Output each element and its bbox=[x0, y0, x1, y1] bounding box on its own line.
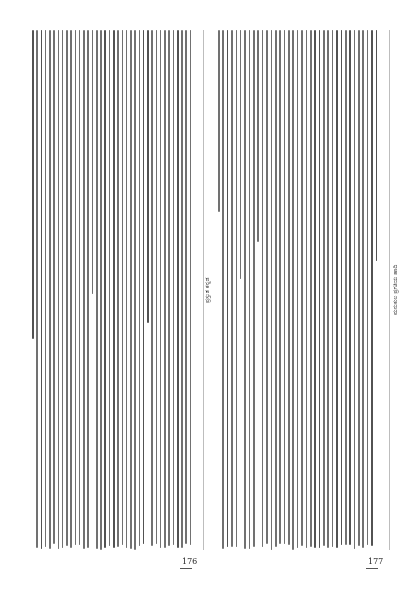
text-line bbox=[236, 30, 238, 547]
text-line bbox=[371, 30, 373, 546]
text-line bbox=[319, 30, 321, 548]
right-page-number: 177 bbox=[368, 557, 384, 566]
left-page-number: 176 bbox=[182, 557, 198, 566]
text-line bbox=[279, 30, 281, 544]
text-line bbox=[306, 30, 308, 548]
text-line bbox=[139, 30, 141, 546]
text-line bbox=[181, 30, 183, 548]
right-running-head: ಮನುಕುಲ ಪ್ರಗತಿಯ ಹಾದಿ bbox=[392, 264, 399, 316]
text-line bbox=[266, 30, 268, 544]
text-line bbox=[53, 30, 55, 544]
text-line bbox=[222, 30, 224, 549]
text-line bbox=[262, 30, 264, 547]
text-line bbox=[345, 30, 347, 545]
text-line bbox=[70, 30, 72, 548]
text-line bbox=[96, 30, 98, 549]
text-line bbox=[87, 30, 89, 548]
right-folio-mark bbox=[366, 568, 378, 569]
text-line bbox=[244, 30, 246, 549]
text-line bbox=[130, 30, 132, 549]
text-line bbox=[32, 30, 34, 339]
left-page bbox=[32, 30, 211, 566]
text-line bbox=[354, 30, 356, 549]
text-line bbox=[190, 30, 192, 545]
text-line bbox=[83, 30, 85, 549]
text-line bbox=[177, 30, 179, 548]
text-line bbox=[92, 30, 94, 294]
text-line bbox=[104, 30, 106, 548]
text-line bbox=[376, 30, 378, 261]
text-line bbox=[160, 30, 162, 548]
right-page-text-block bbox=[218, 30, 380, 550]
text-line bbox=[275, 30, 277, 547]
text-line bbox=[271, 30, 273, 550]
text-line bbox=[310, 30, 312, 547]
text-line bbox=[41, 30, 43, 549]
text-line bbox=[164, 30, 166, 548]
text-line bbox=[327, 30, 329, 548]
text-line bbox=[301, 30, 303, 546]
text-line bbox=[122, 30, 124, 545]
text-line bbox=[341, 30, 343, 545]
text-line bbox=[332, 30, 334, 547]
text-line bbox=[288, 30, 290, 545]
text-line bbox=[297, 30, 299, 548]
text-line bbox=[314, 30, 316, 548]
text-line bbox=[257, 30, 259, 242]
text-line bbox=[323, 30, 325, 546]
text-line bbox=[49, 30, 51, 549]
text-line bbox=[79, 30, 81, 545]
text-line bbox=[240, 30, 242, 279]
text-line bbox=[253, 30, 255, 547]
text-line bbox=[143, 30, 145, 544]
text-line bbox=[147, 30, 149, 323]
text-line bbox=[173, 30, 175, 545]
text-line bbox=[45, 30, 47, 547]
left-page-text-block bbox=[32, 30, 194, 550]
text-line bbox=[349, 30, 351, 545]
text-line bbox=[151, 30, 153, 546]
text-line bbox=[66, 30, 68, 546]
text-line bbox=[292, 30, 294, 550]
text-line bbox=[168, 30, 170, 546]
text-line bbox=[36, 30, 38, 548]
text-line bbox=[134, 30, 136, 550]
text-line bbox=[75, 30, 77, 545]
text-line bbox=[62, 30, 64, 548]
text-line bbox=[58, 30, 60, 549]
text-line bbox=[113, 30, 115, 548]
left-running-head: ಪ್ರಸ್ತುತ ಕನ್ನಡ bbox=[204, 277, 211, 303]
text-line bbox=[109, 30, 111, 546]
left-header-rule bbox=[203, 30, 204, 550]
text-line bbox=[231, 30, 233, 547]
text-line bbox=[126, 30, 128, 548]
text-line bbox=[249, 30, 251, 549]
text-line bbox=[218, 30, 220, 212]
text-line bbox=[117, 30, 119, 547]
text-line bbox=[185, 30, 187, 544]
text-line bbox=[336, 30, 338, 548]
text-line bbox=[100, 30, 102, 550]
text-line bbox=[358, 30, 360, 546]
text-line bbox=[284, 30, 286, 544]
text-line bbox=[362, 30, 364, 548]
right-page bbox=[218, 30, 399, 566]
right-header-rule bbox=[389, 30, 390, 550]
text-line bbox=[227, 30, 229, 547]
left-folio-mark bbox=[180, 568, 192, 569]
text-line bbox=[367, 30, 369, 545]
text-line bbox=[156, 30, 158, 544]
